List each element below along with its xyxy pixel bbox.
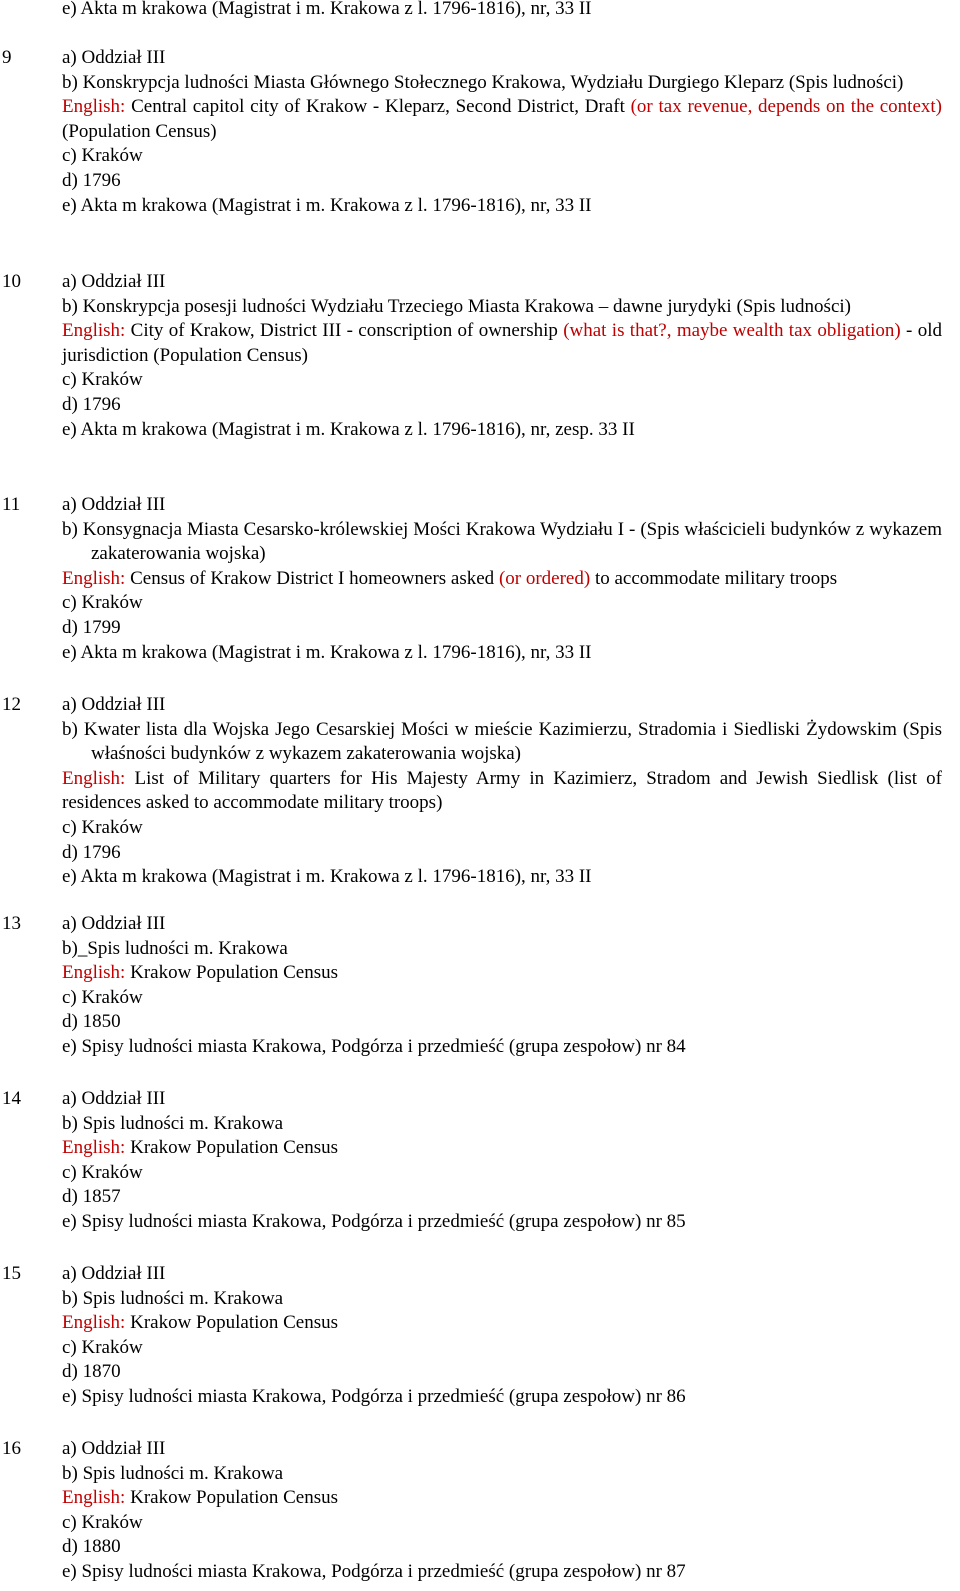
english-label: English: bbox=[62, 320, 126, 342]
entry-content bbox=[62, 493, 942, 665]
place-line: c) Kraków bbox=[62, 145, 143, 167]
source-line: e) Spisy ludności miasta Krakowa, Podgórza i przedmieść (grupa zespołow) nr 84 bbox=[62, 1035, 686, 1057]
title-line: b) Konsygnacja Miasta Cesarsko-królewskiej Mości Krakowa Wydziału I - (Spis właścicieli budynków z wykazem zakaterowania wojska) bbox=[62, 518, 942, 565]
year-line: d) 1796 bbox=[62, 841, 121, 863]
english-translation bbox=[62, 1136, 942, 1161]
english-note: (or tax revenue, depends on the context) bbox=[630, 96, 942, 118]
place-line: c) Kraków bbox=[62, 1336, 143, 1358]
entry-number: 14 bbox=[2, 1088, 21, 1109]
carryover-line: e) Akta m krakowa (Magistrat i m. Krakowa z l. 1796-1816), nr, 33 II bbox=[62, 0, 592, 19]
year-line: d) 1799 bbox=[62, 616, 121, 638]
place-line: c) Kraków bbox=[62, 592, 143, 614]
english-text: Central capitol city of Krakow - Kleparz, Second District, Draft bbox=[125, 96, 631, 118]
department-line: a) Oddział III bbox=[62, 1088, 166, 1109]
english-text: Census of Krakow District I homeowners asked bbox=[125, 567, 499, 589]
source-line: e) Akta m krakowa (Magistrat i m. Krakowa z l. 1796-1816), nr, zesp. 33 II bbox=[62, 418, 635, 440]
english-note: (what is that?, maybe wealth tax obligation) bbox=[563, 320, 901, 342]
title-line: b) Kwater lista dla Wojska Jego Cesarskiej Mości w mieście Kazimierzu, Stradomia i Siedliski Żydowskim (Spis właśności budynków z wykazem zakaterowania wojska) bbox=[62, 718, 942, 765]
entry-number: 15 bbox=[2, 1263, 21, 1284]
source-line: e) Spisy ludności miasta Krakowa, Podgórza i przedmieść (grupa zespołow) nr 85 bbox=[62, 1210, 686, 1232]
title-line: b) Konskrypcja ludności Miasta Głównego Stołecznego Krakowa, Wydziału Durgiego Kleparz (Spis ludności) bbox=[62, 71, 904, 93]
entry-number: 11 bbox=[2, 494, 21, 515]
source-line: e) Akta m krakowa (Magistrat i m. Krakowa z l. 1796-1816), nr, 33 II bbox=[62, 641, 592, 663]
department-line: a) Oddział III bbox=[62, 913, 166, 934]
english-text: to accommodate military troops bbox=[590, 567, 838, 589]
year-line: d) 1880 bbox=[62, 1536, 121, 1558]
english-text: (Population Census) bbox=[62, 120, 217, 142]
entry-content bbox=[62, 270, 942, 442]
place-line: c) Kraków bbox=[62, 369, 143, 391]
title-line: b) Konskrypcja posesji ludności Wydziału Trzeciego Miasta Krakowa – dawne jurydyki (Spis ludności) bbox=[62, 295, 851, 317]
english-text: City of Krakow, District III - conscription of ownership bbox=[125, 320, 564, 342]
title-line: b) Spis ludności m. Krakowa bbox=[62, 1462, 284, 1484]
english-translation bbox=[62, 767, 942, 816]
english-translation bbox=[62, 95, 942, 144]
place-line: c) Kraków bbox=[62, 1161, 143, 1183]
department-line: a) Oddział III bbox=[62, 271, 166, 292]
english-text: - old jurisdiction (Population Census) bbox=[62, 320, 943, 366]
department-line: a) Oddział III bbox=[62, 47, 166, 68]
department-line: a) Oddział III bbox=[62, 1438, 166, 1459]
english-label: English: bbox=[62, 1312, 126, 1334]
entry-number: 12 bbox=[2, 694, 21, 715]
source-line: e) Spisy ludności miasta Krakowa, Podgórza i przedmieść (grupa zespołow) nr 86 bbox=[62, 1385, 686, 1407]
entry-content bbox=[62, 46, 942, 218]
entry-content bbox=[62, 1087, 942, 1235]
place-line: c) Kraków bbox=[62, 1511, 143, 1533]
title-line: b) Spis ludności m. Krakowa bbox=[62, 1287, 284, 1309]
source-line: e) Spisy ludności miasta Krakowa, Podgórza i przedmieść (grupa zespołow) nr 87 bbox=[62, 1560, 686, 1582]
entry-number: 13 bbox=[2, 913, 21, 934]
english-translation bbox=[62, 1311, 942, 1336]
english-text: List of Military quarters for His Majesty Army in Kazimierz, Stradom and Jewish Siedlisk (list of residences asked to accommodate military troops) bbox=[62, 767, 942, 814]
year-line: d) 1870 bbox=[62, 1361, 121, 1383]
english-translation bbox=[62, 961, 942, 986]
english-text: Krakow Population Census bbox=[125, 1487, 339, 1509]
year-line: d) 1857 bbox=[62, 1186, 121, 1208]
year-line: d) 1796 bbox=[62, 169, 121, 191]
english-note: (or ordered) bbox=[498, 567, 591, 589]
english-label: English: bbox=[62, 96, 126, 118]
department-line: a) Oddział III bbox=[62, 1263, 166, 1284]
year-line: d) 1796 bbox=[62, 393, 121, 415]
year-line: d) 1850 bbox=[62, 1011, 121, 1033]
english-label: English: bbox=[62, 1137, 126, 1159]
entry-number: 16 bbox=[2, 1438, 21, 1459]
english-text: Krakow Population Census bbox=[125, 1312, 339, 1334]
entry-content bbox=[62, 1262, 942, 1410]
english-label: English: bbox=[62, 767, 126, 789]
english-text: Krakow Population Census bbox=[125, 1137, 339, 1159]
english-label: English: bbox=[62, 962, 126, 984]
english-translation bbox=[62, 319, 942, 368]
english-text: Krakow Population Census bbox=[125, 962, 339, 984]
english-translation bbox=[62, 1486, 942, 1511]
entry-number: 10 bbox=[2, 271, 21, 292]
entry-content bbox=[62, 912, 942, 1060]
department-line: a) Oddział III bbox=[62, 494, 166, 515]
english-label: English: bbox=[62, 1487, 126, 1509]
title-line: b)_Spis ludności m. Krakowa bbox=[62, 937, 288, 959]
entry-content bbox=[62, 693, 942, 890]
title-line: b) Spis ludności m. Krakowa bbox=[62, 1112, 284, 1134]
place-line: c) Kraków bbox=[62, 816, 143, 838]
source-line: e) Akta m krakowa (Magistrat i m. Krakowa z l. 1796-1816), nr, 33 II bbox=[62, 194, 592, 216]
department-line: a) Oddział III bbox=[62, 694, 166, 715]
english-label: English: bbox=[62, 567, 126, 589]
entry-number: 9 bbox=[2, 47, 12, 68]
source-line: e) Akta m krakowa (Magistrat i m. Krakowa z l. 1796-1816), nr, 33 II bbox=[62, 866, 592, 888]
english-translation bbox=[62, 567, 942, 592]
entry-content bbox=[62, 1437, 942, 1585]
place-line: c) Kraków bbox=[62, 986, 143, 1008]
